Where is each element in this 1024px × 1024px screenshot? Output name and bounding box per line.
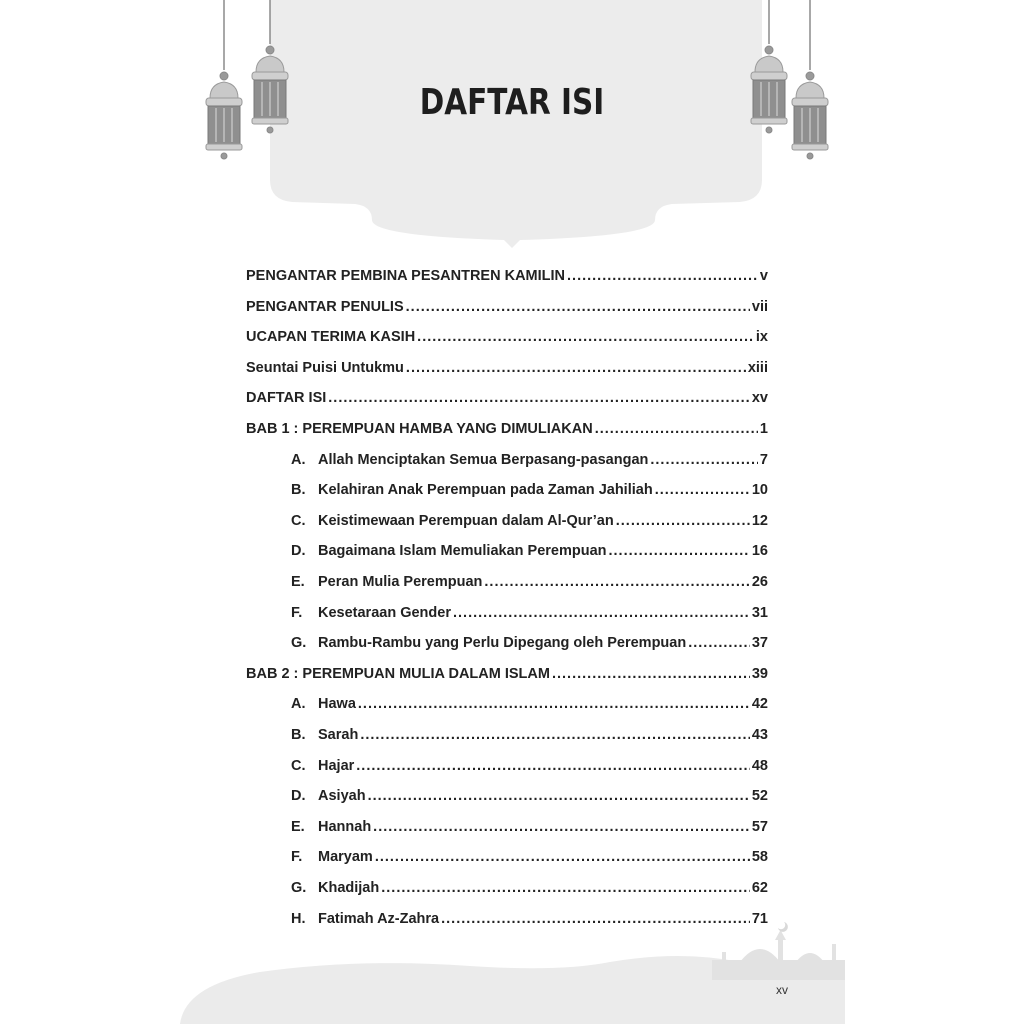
dot-leader [650, 452, 758, 468]
toc-entry-label: Kelahiran Anak Perempuan pada Zaman Jahiliah [318, 482, 653, 499]
toc-entry-label: Hannah [318, 818, 372, 835]
dot-leader [616, 513, 750, 529]
toc-entry-label: Asiyah [318, 788, 366, 805]
lantern-icon [206, 0, 242, 159]
toc-entry [291, 543, 768, 567]
toc-entry [291, 452, 768, 476]
dot-leader [567, 268, 758, 284]
dot-leader [406, 299, 750, 315]
toc-entry-label: Keistimewaan Perempuan dalam Al-Qur’an [318, 512, 614, 529]
toc-entry-page: 58 [751, 849, 768, 866]
toc-entry [246, 268, 768, 292]
toc-entry-label: Fatimah Az-Zahra [318, 910, 440, 927]
toc-entry [291, 482, 768, 506]
dot-leader [484, 574, 749, 590]
dot-leader [373, 819, 750, 835]
toc-entry-page: 16 [751, 543, 768, 560]
dot-leader [368, 788, 750, 804]
toc-entry-page: 10 [751, 482, 768, 499]
toc-entry-letter: E. [291, 818, 305, 835]
toc-entry [291, 727, 768, 751]
toc-entry-page: 31 [751, 604, 768, 621]
toc-entry [246, 666, 768, 690]
toc-entry-letter: A. [291, 696, 306, 713]
toc-entry [246, 390, 768, 414]
toc-entry [291, 849, 768, 873]
toc-entry [291, 635, 768, 659]
dot-leader [688, 635, 750, 651]
toc-entry-letter: C. [291, 512, 306, 529]
toc-entry-page: 43 [751, 727, 768, 743]
dot-leader [441, 911, 750, 927]
toc-entry-page: 1 [759, 421, 768, 437]
dot-leader [453, 605, 750, 621]
toc-entry-letter: B. [291, 727, 306, 743]
toc-entry-letter: F. [291, 604, 303, 621]
toc-entry [246, 360, 768, 384]
toc-entry-label: Peran Mulia Perempuan [318, 574, 483, 590]
lantern-icon [792, 0, 828, 159]
toc-entry-label: BAB 2 : PEREMPUAN MULIA DALAM ISLAM [246, 665, 550, 682]
dot-leader [360, 727, 750, 743]
toc-entry-label: Kesetaraan Gender [318, 604, 451, 621]
toc-entry-letter: C. [291, 757, 306, 774]
toc-entry-page: ix [755, 329, 768, 346]
dot-leader [595, 421, 758, 437]
toc-entry-label: Hawa [318, 696, 356, 713]
dot-leader [417, 329, 754, 345]
toc-entry-label: PENGANTAR PEMBINA PESANTREN KAMILIN [246, 268, 566, 284]
toc-entry-page: 37 [751, 635, 768, 652]
toc-entry-letter: F. [291, 849, 303, 866]
toc-entry-letter: E. [291, 574, 305, 590]
dot-leader [406, 360, 746, 376]
page-title: DAFTAR ISI [419, 82, 605, 123]
dot-leader [375, 849, 750, 865]
page-number: xv [776, 983, 788, 997]
dot-leader [356, 758, 750, 774]
toc-entry-label: Seuntai Puisi Untukmu [246, 359, 404, 376]
dot-leader [552, 666, 750, 682]
toc-entry-letter: A. [291, 451, 306, 468]
toc-entry-page: v [759, 268, 768, 284]
toc-entry [291, 513, 768, 537]
dot-leader [328, 390, 750, 406]
toc-entry-label: Rambu-Rambu yang Perlu Dipegang oleh Perempuan [318, 635, 687, 652]
toc-entry-label: UCAPAN TERIMA KASIH [246, 329, 416, 346]
toc-entry [246, 299, 768, 323]
dot-leader [381, 880, 750, 896]
toc-entry [291, 574, 768, 598]
toc-entry-letter: B. [291, 482, 306, 499]
toc-entry-page: 12 [751, 512, 768, 529]
toc-entry [291, 880, 768, 904]
toc-entry-page: vii [751, 298, 768, 315]
dot-leader [655, 482, 750, 498]
toc-entry-label: PENGANTAR PENULIS [246, 298, 404, 315]
toc-entry [291, 605, 768, 629]
toc-entry-label: Hajar [318, 757, 355, 774]
toc-entry-page: 7 [759, 451, 768, 468]
toc-entry-page: 52 [751, 788, 768, 805]
dot-leader [358, 696, 750, 712]
toc-entry-page: 39 [751, 665, 768, 682]
header-banner [270, 0, 762, 248]
toc-entry-page: 62 [751, 880, 768, 896]
toc-entry-page: 57 [751, 818, 768, 835]
toc-entry [291, 819, 768, 843]
toc-entry [291, 758, 768, 782]
toc-entry [291, 788, 768, 812]
toc-entry-letter: G. [291, 635, 307, 652]
toc-entry-page: 42 [751, 696, 768, 713]
toc-entry-label: Bagaimana Islam Memuliakan Perempuan [318, 543, 607, 560]
toc-entry-page: 48 [751, 757, 768, 774]
toc-entry-label: Sarah [318, 727, 359, 743]
toc-entry-letter: G. [291, 880, 307, 896]
toc-entry [291, 911, 768, 935]
toc-entry-page: 71 [751, 910, 768, 927]
toc-entry [246, 421, 768, 445]
toc-entry-page: xv [751, 390, 768, 407]
toc-entry-letter: H. [291, 910, 306, 927]
toc-entry-label: Maryam [318, 849, 373, 866]
toc-entry [246, 329, 768, 353]
dot-leader [609, 543, 750, 559]
toc-entry-label: Allah Menciptakan Semua Berpasang-pasangan [318, 451, 649, 468]
toc-entry-page: 26 [751, 574, 768, 590]
toc-entry-letter: D. [291, 543, 306, 560]
toc-entry-label: DAFTAR ISI [246, 390, 327, 407]
toc-entry-letter: D. [291, 788, 306, 805]
toc-entry-label: Khadijah [318, 880, 380, 896]
toc-entry [291, 696, 768, 720]
toc-entry-page: xiii [747, 359, 768, 376]
toc-entry-label: BAB 1 : PEREMPUAN HAMBA YANG DIMULIAKAN [246, 421, 593, 437]
